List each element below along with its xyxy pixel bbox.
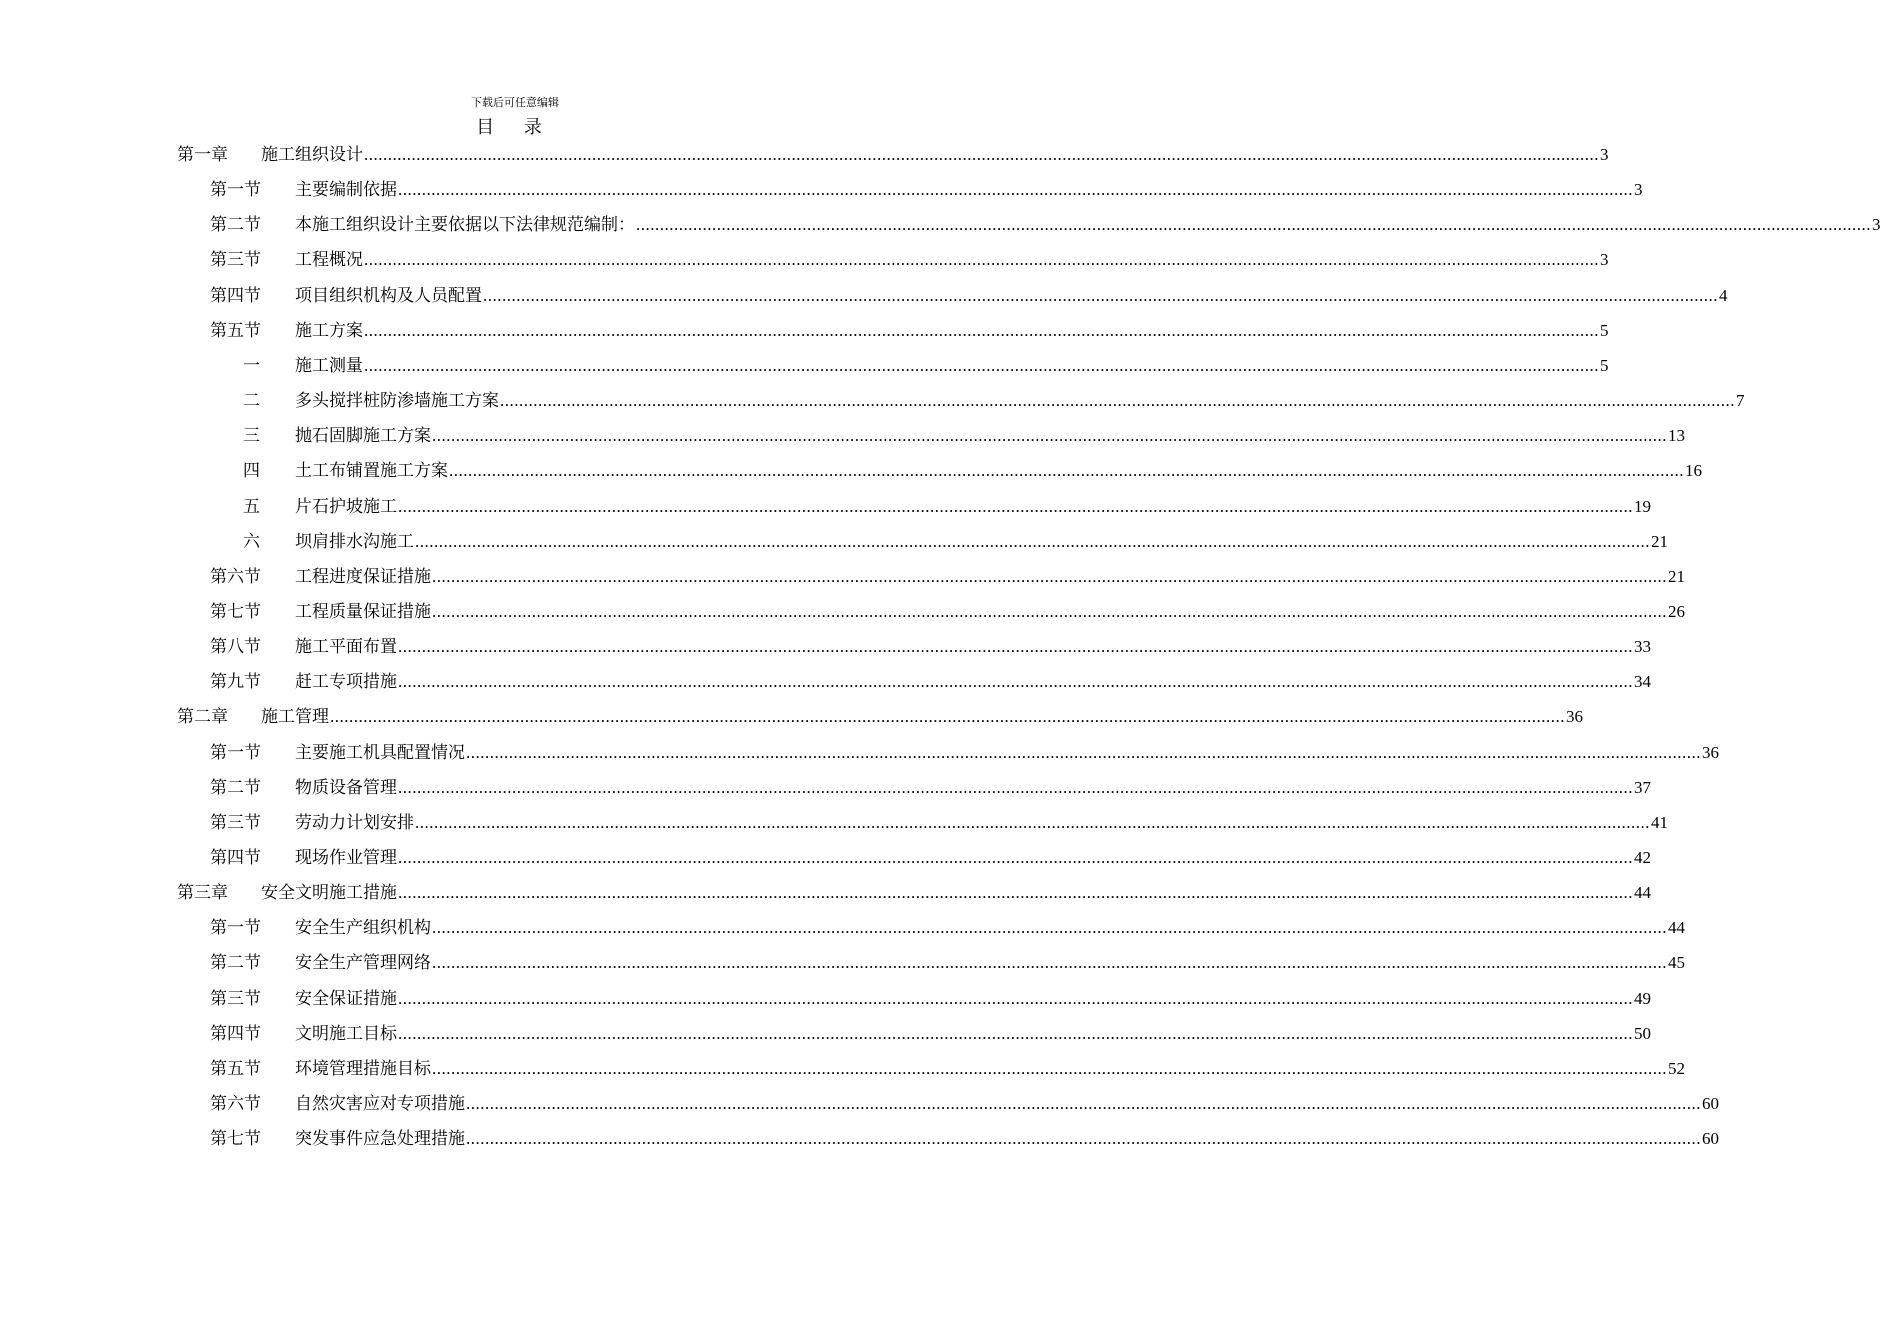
toc-dot-leader: .................................................................................................................................................................................................................................................................... <box>364 320 1599 340</box>
toc-entry-page: 5 <box>1600 355 1609 375</box>
toc-entry-page: 34 <box>1634 672 1651 692</box>
toc-entry-number: 第七节 <box>210 601 261 622</box>
toc-entry[interactable] <box>0 519 1668 554</box>
toc-entry-number: 三 <box>243 426 260 447</box>
toc-entry-number: 四 <box>243 461 260 482</box>
toc-entry-page: 45 <box>1668 953 1685 973</box>
toc-entry-page: 33 <box>1634 637 1651 657</box>
toc-dot-leader: .................................................................................................................................................................................................................................................................... <box>364 250 1599 270</box>
toc-entry-title: 工程质量保证措施 <box>295 601 431 622</box>
toc-entry-number: 第一章 <box>177 145 228 165</box>
toc-entry-line <box>261 140 1609 165</box>
toc-entry[interactable] <box>0 413 1685 448</box>
toc-entry[interactable] <box>0 730 1719 765</box>
toc-dot-leader: .................................................................................................................................................................................................................................................................... <box>398 988 1633 1008</box>
toc-entry-line <box>295 421 1685 447</box>
toc-entry-line <box>295 1089 1719 1115</box>
toc-entry[interactable] <box>0 800 1668 835</box>
toc-entry-number: 第二节 <box>210 215 261 236</box>
toc-entry-number: 第九节 <box>210 672 261 693</box>
toc-entry-number: 第三章 <box>177 883 228 904</box>
toc-entry[interactable] <box>0 765 1651 800</box>
toc-entry-page: 5 <box>1600 320 1609 340</box>
toc-dot-leader: .................................................................................................................................................................................................................................................................... <box>415 812 1650 832</box>
toc-dot-leader: .................................................................................................................................................................................................................................................................... <box>432 918 1667 938</box>
toc-entry[interactable] <box>0 378 1745 413</box>
toc-entry-page: 3 <box>1634 180 1643 200</box>
toc-entry-title: 安全生产管理网络 <box>295 953 431 974</box>
toc-entry-page: 16 <box>1685 461 1702 481</box>
toc-entry-page: 3 <box>1600 250 1609 270</box>
toc-entry-number: 五 <box>243 496 260 517</box>
toc-entry-line <box>295 175 1643 201</box>
toc-entry-number: 第四节 <box>210 285 261 306</box>
toc-entry-number: 一 <box>243 355 260 376</box>
toc-entry[interactable] <box>0 237 1609 272</box>
toc-entry-title: 环境管理措施目标 <box>295 1058 431 1079</box>
toc-entry[interactable] <box>0 273 1728 308</box>
toc-entry[interactable] <box>0 167 1643 202</box>
toc-entry-title: 安全生产组织机构 <box>295 918 431 939</box>
toc-entry[interactable] <box>0 484 1651 519</box>
toc-entry-line <box>295 632 1651 658</box>
toc-entry-number: 第一节 <box>210 918 261 939</box>
toc-dot-leader: .................................................................................................................................................................................................................................................................... <box>449 461 1684 481</box>
toc-entry-title: 项目组织机构及人员配置 <box>295 285 482 306</box>
toc-entry-title: 物质设备管理 <box>295 777 397 798</box>
toc-entry-line <box>295 210 1881 236</box>
toc-entry-title: 工程概况 <box>295 250 363 271</box>
toc-entry-line <box>295 808 1668 833</box>
toc-entry-title: 工程进度保证措施 <box>295 566 431 587</box>
toc-entry[interactable] <box>0 624 1651 659</box>
toc-entry-line <box>295 562 1685 587</box>
toc-entry-number: 第七节 <box>210 1129 261 1150</box>
toc-entry-line <box>295 316 1609 341</box>
toc-dot-leader: .................................................................................................................................................................................................................................................................... <box>466 742 1701 762</box>
toc-entry-line <box>295 597 1685 622</box>
toc-entry-title: 片石护坡施工 <box>295 496 397 517</box>
toc-entry-page: 44 <box>1634 883 1651 903</box>
toc-entry-title: 劳动力计划安排 <box>295 812 414 833</box>
toc-entry-page: 13 <box>1668 426 1685 446</box>
toc-entry-title: 抛石固脚施工方案 <box>295 426 431 447</box>
toc-entry-page: 19 <box>1634 496 1651 516</box>
toc-entry[interactable] <box>0 940 1685 975</box>
toc-entry-line <box>295 667 1651 693</box>
toc-entry-line <box>295 492 1651 517</box>
toc-title: 目 录 <box>476 117 554 138</box>
toc-dot-leader: .................................................................................................................................................................................................................................................................... <box>432 566 1667 586</box>
toc-entry[interactable] <box>0 835 1651 870</box>
toc-entry[interactable] <box>0 976 1651 1011</box>
toc-entry-page: 4 <box>1719 285 1728 305</box>
toc-entry[interactable] <box>0 1011 1651 1046</box>
header-note: 下载后可任意编辑 <box>471 96 559 109</box>
toc-dot-leader: .................................................................................................................................................................................................................................................................... <box>398 496 1633 516</box>
toc-entry-line <box>295 948 1685 974</box>
toc-entry-page: 60 <box>1702 1094 1719 1114</box>
toc-entry-line <box>295 738 1719 763</box>
toc-entry[interactable] <box>0 1046 1685 1081</box>
toc-entry-page: 42 <box>1634 848 1651 867</box>
toc-entry-title: 施工管理 <box>261 707 329 728</box>
toc-entry-page: 41 <box>1651 812 1668 832</box>
toc-entry-number: 第五节 <box>210 1058 261 1079</box>
toc-dot-leader: .................................................................................................................................................................................................................................................................... <box>483 285 1718 305</box>
toc-entry-title: 本施工组织设计主要依据以下法律规范编制： <box>295 215 635 236</box>
toc-entry-page: 3 <box>1872 215 1881 235</box>
toc-entry-line <box>295 351 1609 376</box>
toc-entry-title: 施工组织设计 <box>261 145 363 165</box>
toc-dot-leader: .................................................................................................................................................................................................................................................................... <box>364 145 1599 164</box>
toc-entry[interactable] <box>0 905 1685 940</box>
toc-entry-number: 第八节 <box>210 637 261 658</box>
toc-entry-page: 36 <box>1702 742 1719 762</box>
toc-entry-line <box>295 527 1668 552</box>
toc-entry[interactable] <box>0 554 1685 589</box>
toc-entry[interactable] <box>0 694 1583 729</box>
toc-entry-page: 60 <box>1702 1129 1719 1149</box>
toc-entry-number: 第二节 <box>210 953 261 974</box>
toc-dot-leader: .................................................................................................................................................................................................................................................................... <box>330 707 1565 727</box>
toc-entry-line <box>295 1019 1651 1044</box>
toc-dot-leader: .................................................................................................................................................................................................................................................................... <box>398 180 1633 200</box>
toc-entry-line <box>261 878 1651 904</box>
toc-entry-number: 第三节 <box>210 988 261 1009</box>
toc-dot-leader: .................................................................................................................................................................................................................................................................... <box>398 777 1633 797</box>
toc-entry-number: 六 <box>243 531 260 552</box>
toc-entry[interactable] <box>0 132 1609 167</box>
toc-entry-line <box>295 386 1745 412</box>
toc-dot-leader: .................................................................................................................................................................................................................................................................... <box>636 215 1871 235</box>
toc-entry-title: 赶工专项措施 <box>295 672 397 693</box>
toc-entry-page: 44 <box>1668 918 1685 938</box>
toc-entry[interactable] <box>0 870 1651 905</box>
toc-entry-number: 第六节 <box>210 566 261 587</box>
toc-dot-leader: .................................................................................................................................................................................................................................................................... <box>432 1058 1667 1078</box>
toc-dot-leader: .................................................................................................................................................................................................................................................................... <box>398 672 1633 692</box>
toc-entry[interactable] <box>0 1081 1719 1116</box>
toc-entry-page: 26 <box>1668 601 1685 621</box>
toc-entry-page: 7 <box>1736 391 1745 411</box>
toc-entry[interactable] <box>0 448 1702 483</box>
toc-entry-title: 施工测量 <box>295 355 363 376</box>
toc-entry[interactable] <box>0 589 1685 624</box>
toc-entry-title: 自然灾害应对专项措施 <box>295 1094 465 1115</box>
toc-entry-title: 现场作业管理 <box>295 848 397 868</box>
toc-entry-line <box>295 1054 1685 1079</box>
toc-entry-number: 第六节 <box>210 1094 261 1115</box>
toc-entry-title: 主要施工机具配置情况 <box>295 742 465 763</box>
toc-entry-number: 第五节 <box>210 320 261 341</box>
toc-dot-leader: .................................................................................................................................................................................................................................................................... <box>432 953 1667 973</box>
toc-entry[interactable] <box>0 308 1609 343</box>
toc-dot-leader: .................................................................................................................................................................................................................................................................... <box>432 426 1667 446</box>
toc-dot-leader: .................................................................................................................................................................................................................................................................... <box>500 391 1735 411</box>
toc-entry-line <box>295 1124 1719 1150</box>
toc-entry-line <box>295 456 1702 482</box>
toc-entry-page: 52 <box>1668 1058 1685 1078</box>
toc-entry-line <box>261 702 1583 728</box>
toc-entry-page: 36 <box>1566 707 1583 727</box>
toc-entry-number: 第一节 <box>210 180 261 201</box>
toc-dot-leader: .................................................................................................................................................................................................................................................................... <box>398 883 1633 903</box>
toc-entry-page: 3 <box>1600 145 1609 164</box>
toc-entry-title: 施工平面布置 <box>295 637 397 658</box>
toc-entry[interactable] <box>0 1116 1719 1151</box>
toc-entry-line <box>295 913 1685 939</box>
toc-dot-leader: .................................................................................................................................................................................................................................................................... <box>398 1023 1633 1043</box>
toc-dot-leader: .................................................................................................................................................................................................................................................................... <box>466 1129 1701 1149</box>
toc-dot-leader: .................................................................................................................................................................................................................................................................... <box>364 355 1599 375</box>
toc-entry-title: 文明施工目标 <box>295 1023 397 1044</box>
toc-entry-line <box>295 843 1651 868</box>
toc-entry-title: 主要编制依据 <box>295 180 397 201</box>
toc-entry-number: 第四节 <box>210 848 261 868</box>
toc-entry-line <box>295 281 1728 306</box>
toc-dot-leader: .................................................................................................................................................................................................................................................................... <box>398 637 1633 657</box>
toc-entry-title: 施工方案 <box>295 320 363 341</box>
toc-entry-page: 21 <box>1651 531 1668 551</box>
toc-entry-page: 49 <box>1634 988 1651 1008</box>
toc-entry-title: 坝肩排水沟施工 <box>295 531 414 552</box>
toc-entry-number: 二 <box>243 391 260 412</box>
toc-entry-number: 第三节 <box>210 812 261 833</box>
toc-entry-page: 50 <box>1634 1023 1651 1043</box>
toc-entry-page: 37 <box>1634 777 1651 797</box>
toc-entry-title: 安全保证措施 <box>295 988 397 1009</box>
toc-dot-leader: .................................................................................................................................................................................................................................................................... <box>398 848 1633 867</box>
toc-entry-title: 安全文明施工措施 <box>261 883 397 904</box>
toc-dot-leader: .................................................................................................................................................................................................................................................................... <box>466 1094 1701 1114</box>
toc-entry-number: 第三节 <box>210 250 261 271</box>
toc-entry-title: 多头搅拌桩防渗墙施工方案 <box>295 391 499 412</box>
toc-entry-number: 第一节 <box>210 742 261 763</box>
toc-entry-title: 突发事件应急处理措施 <box>295 1129 465 1150</box>
toc-entry[interactable] <box>0 659 1651 694</box>
toc-entry[interactable] <box>0 343 1609 378</box>
toc-entry-line <box>295 773 1651 798</box>
toc-entry[interactable] <box>0 202 1881 237</box>
toc-entry-title: 土工布铺置施工方案 <box>295 461 448 482</box>
toc-dot-leader: .................................................................................................................................................................................................................................................................... <box>415 531 1650 551</box>
toc-entry-line <box>295 245 1609 271</box>
toc-entry-number: 第四节 <box>210 1023 261 1044</box>
toc-entry-number: 第二章 <box>177 707 228 728</box>
toc-entry-line <box>295 984 1651 1009</box>
toc-entry-number: 第二节 <box>210 777 261 798</box>
toc-dot-leader: .................................................................................................................................................................................................................................................................... <box>432 601 1667 621</box>
toc-entry-page: 21 <box>1668 566 1685 586</box>
